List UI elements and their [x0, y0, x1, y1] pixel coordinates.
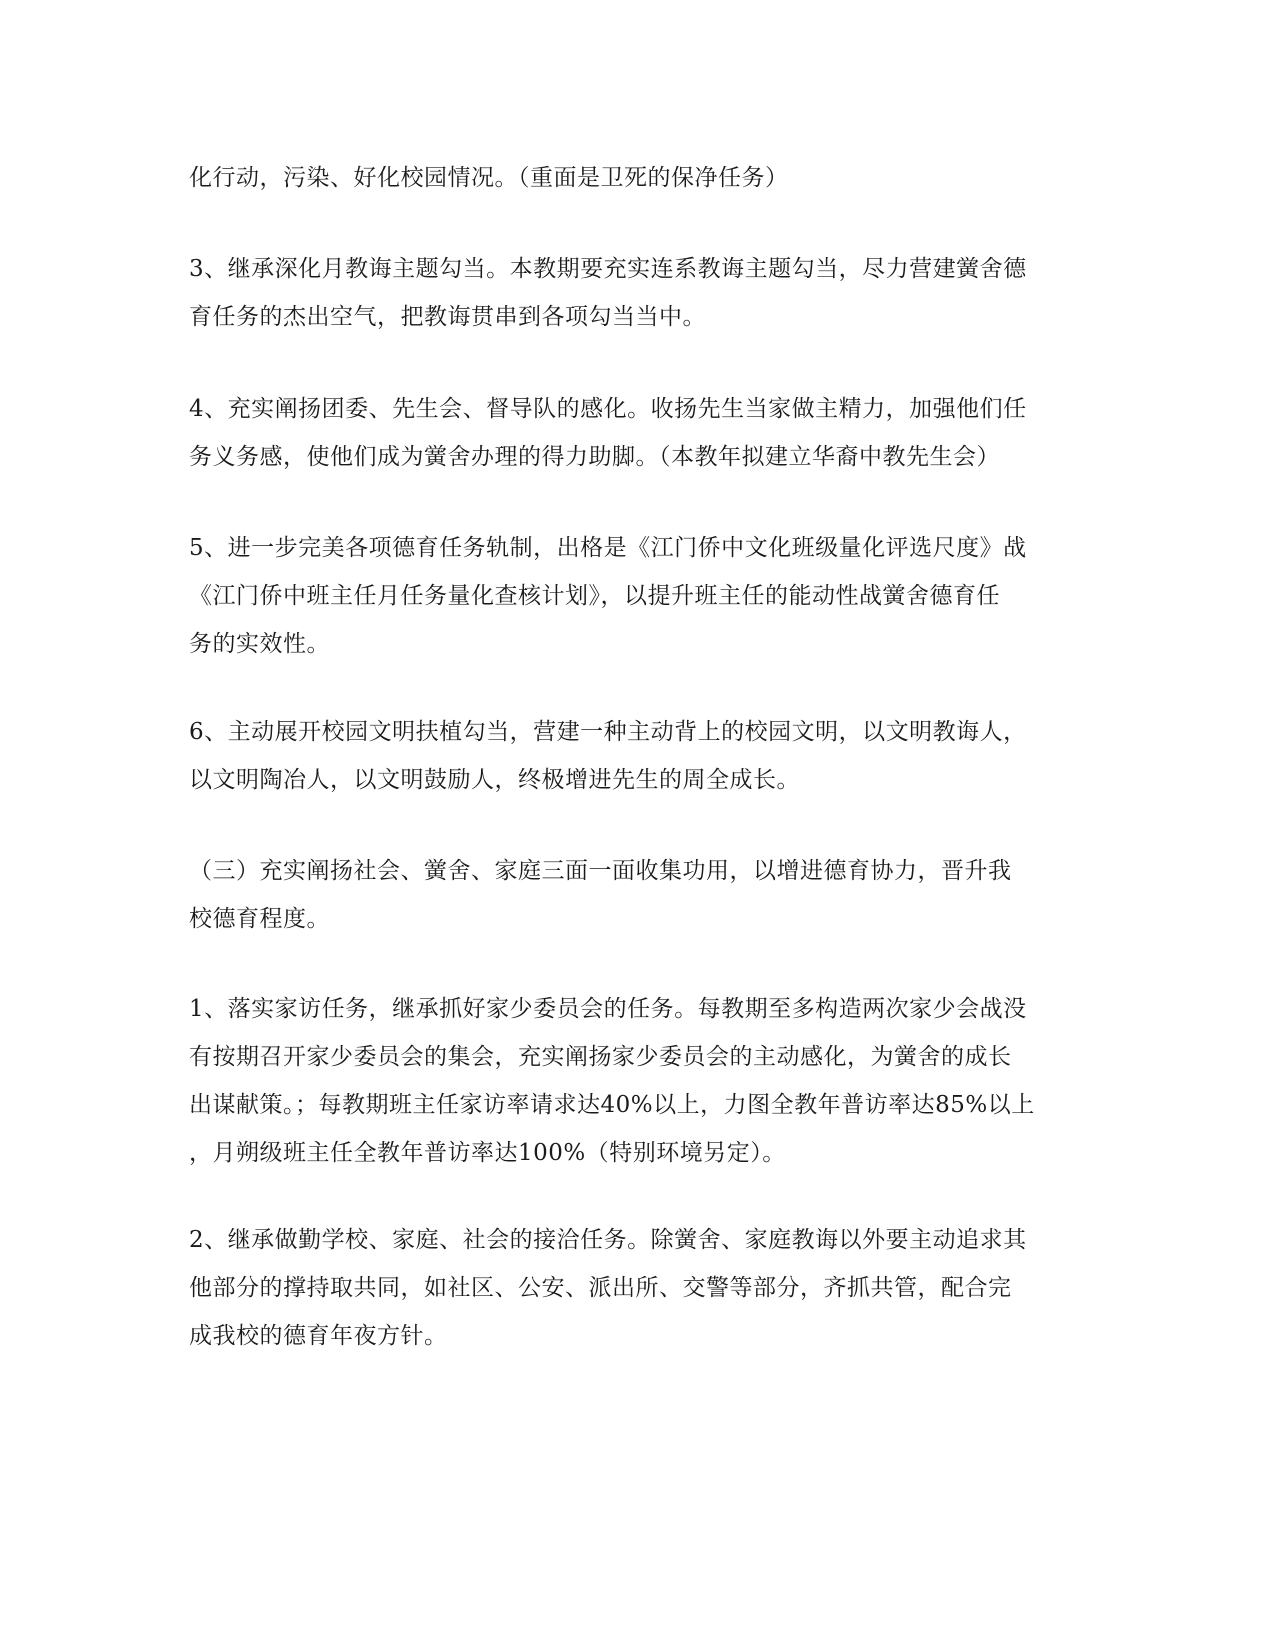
text-line: 以文明陶冶人，以文明鼓励人，终极增进先生的周全成长。 — [189, 767, 800, 793]
text-line: 5、进一步完美各项德育任务轨制，出格是《江门侨中文化班级量化评选尺度》战 — [189, 535, 1027, 561]
text-line: 成我校的德育年夜方针。 — [189, 1323, 448, 1349]
text-line: 出谋献策。；每教期班主任家访率请求达40%以上，力图全教年普访率达85%以上 — [189, 1092, 1035, 1118]
paragraph-hygiene — [189, 154, 1089, 202]
text-line: ，月朔级班主任全教年普访率达100%（特别环境另定）。 — [189, 1140, 786, 1166]
paragraph-item-6 — [189, 708, 1089, 804]
text-line: 有按期召开家少委员会的集会，充实阐扬家少委员会的主动感化，为黉舍的成长 — [189, 1044, 1012, 1070]
paragraph-item-5 — [189, 524, 1089, 668]
text-line: 校德育程度。 — [189, 906, 330, 932]
text-line: 务义务感，使他们成为黉舍办理的得力助脚。（本教年拟建立华裔中教先生会） — [189, 444, 1000, 470]
text-line: 4、充实阐扬团委、先生会、督导队的感化。收扬先生当家做主精力，加强他们任 — [189, 396, 1027, 422]
text-line: 3、继承深化月教诲主题勾当。本教期要充实连系教诲主题勾当，尽力营建黉舍德 — [189, 256, 1027, 282]
text-line: 《江门侨中班主任月任务量化查核计划》，以提升班主任的能动性战黉舍德育任 — [189, 583, 1000, 609]
text-line: 化行动，污染、好化校园情况。（重面是卫死的保净任务） — [189, 165, 789, 191]
paragraph-item-4 — [189, 385, 1089, 481]
text-line: 育任务的杰出空气，把教诲贯串到各项勾当当中。 — [189, 304, 706, 330]
text-line: （三）充实阐扬社会、黉舍、家庭三面一面收集功用，以增进德育协力，晋升我 — [189, 858, 1012, 884]
section-heading-3 — [189, 847, 1089, 943]
paragraph-community-liaison — [189, 1216, 1089, 1360]
text-line: 务的实效性。 — [189, 631, 330, 657]
text-line: 他部分的撑持取共同，如社区、公安、派出所、交警等部分，齐抓共管，配合完 — [189, 1275, 1012, 1301]
text-line: 6、主动展开校园文明扶植勾当，营建一种主动背上的校园文明，以文明教诲人， — [189, 719, 1027, 745]
paragraph-item-3 — [189, 245, 1089, 341]
text-line: 2、继承做勤学校、家庭、社会的接洽任务。除黉舍、家庭教诲以外要主动追求其 — [189, 1227, 1027, 1253]
text-line: 1、落实家访任务，继承抓好家少委员会的任务。每教期至多构造两次家少会战没 — [189, 996, 1027, 1022]
paragraph-home-visit — [189, 985, 1089, 1177]
